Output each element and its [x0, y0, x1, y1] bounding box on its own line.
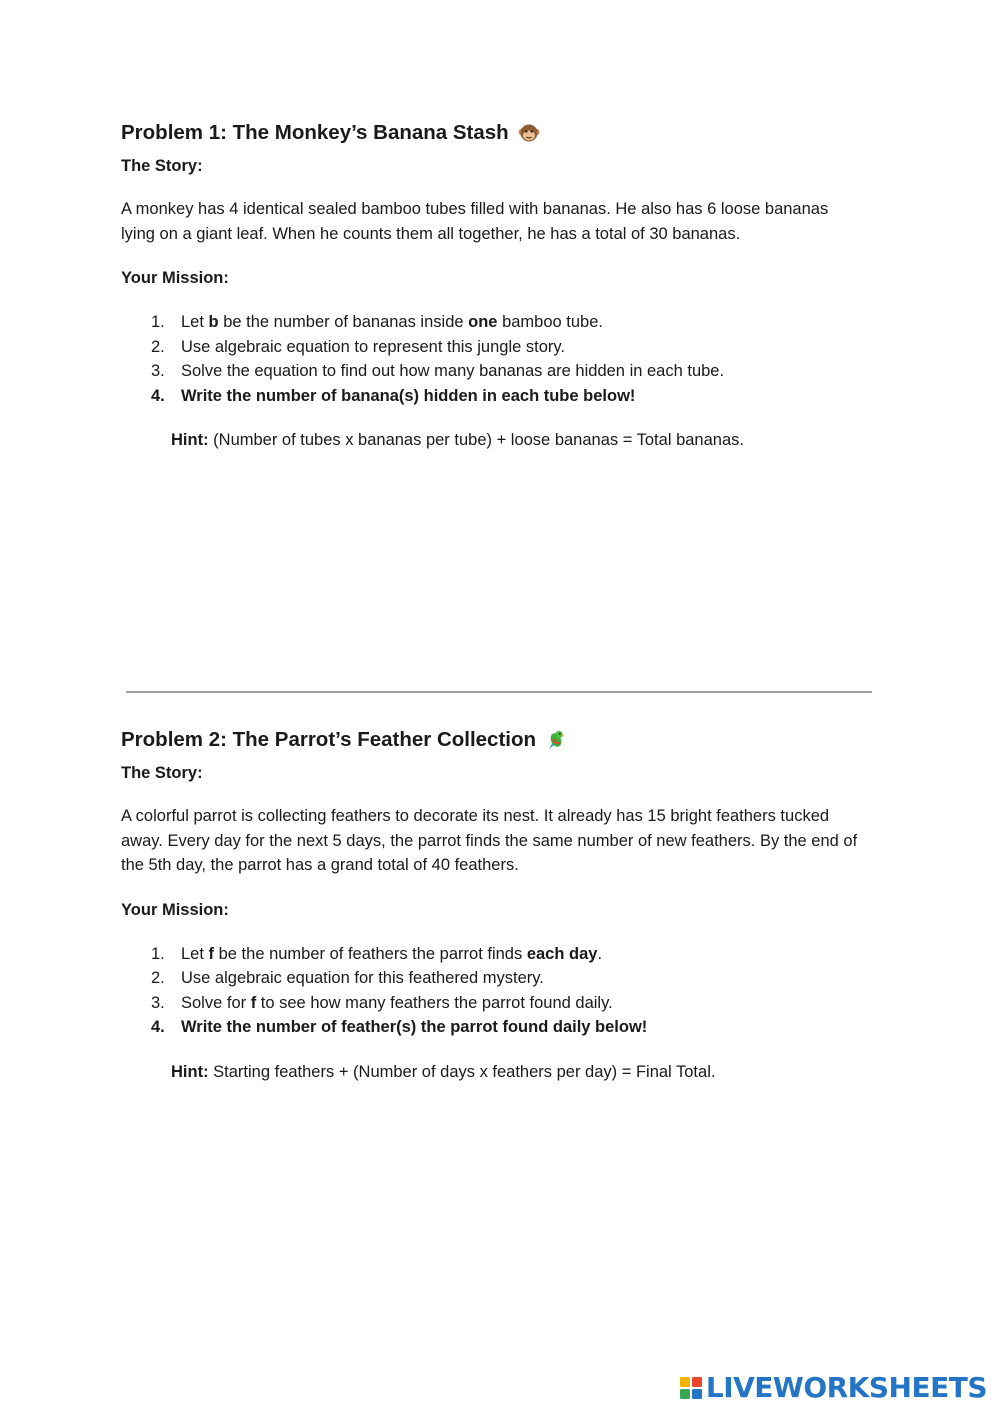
mission-item [121, 335, 881, 360]
mission-item [121, 991, 881, 1016]
problem-2-title-text: Problem 2: The Parrot’s Feather Collection [121, 728, 537, 751]
problem-1-title-text: Problem 1: The Monkey’s Banana Stash [121, 121, 509, 144]
mission-item-number: 2. [151, 337, 165, 356]
hint [121, 1060, 881, 1084]
mission-item-number: 3. [151, 362, 165, 380]
hint [121, 428, 881, 452]
logo-text: LIVEWORKSHEETS [705, 1371, 987, 1404]
liveworksheets-logo-icon [679, 1376, 703, 1400]
liveworksheets-logo[interactable] [679, 1373, 987, 1403]
problem-2 [121, 726, 881, 1084]
mission-item-number: 4. [151, 1018, 165, 1036]
section-divider [126, 691, 872, 693]
hint-text: (Number of tubes x bananas per tube) + loose bananas = Total bananas. [208, 431, 744, 449]
mission-item-number: 4. [151, 386, 165, 405]
story-text: A colorful parrot is collecting feathers to decorate its nest. It already has 15 bright feathers tucked away. Every day for the next 5 days, the parrot finds the same number of new feathers. By the end of the 5th day, the parrot has a grand total of 40 feathers. [121, 807, 858, 874]
mission-label: Your Mission: [121, 269, 229, 287]
mission-label: Your Mission: [121, 900, 229, 919]
problem-1-title [121, 119, 881, 147]
variable-f: f [250, 993, 257, 1012]
mission-item [121, 966, 881, 991]
hint-label: Hint: [171, 431, 209, 449]
mission-item-text: bamboo tube. [497, 313, 603, 331]
mission-item-text: Use algebraic equation to represent this jungle story. [181, 337, 565, 356]
mission-item-text: be the number of feathers the parrot finds [214, 944, 527, 963]
emphasis-each-day: each day [526, 944, 598, 963]
story-text: A monkey has 4 identical sealed bamboo tubes filled with bananas. He also has 6 loose bananas lying on a giant leaf. When he counts them all together, he has a total of 30 bananas. [121, 200, 829, 243]
mission-item-text: to see how many feathers the parrot found daily. [256, 993, 613, 1012]
problem-1 [121, 119, 881, 452]
story-label: The Story: [121, 157, 203, 175]
story-label: The Story: [121, 764, 203, 782]
mission-item-text: Solve the equation to find out how many bananas are hidden in each tube. [181, 362, 725, 380]
mission-item [121, 384, 881, 409]
mission-item-text: Solve for [181, 993, 251, 1012]
mission-item-text: be the number of bananas inside [218, 313, 469, 331]
mission-item-text: Write the number of feather(s) the parrot found daily below! [181, 1018, 648, 1036]
mission-item-text: Use algebraic equation for this feathered mystery. [181, 969, 544, 987]
mission-item-text: Let [181, 313, 209, 331]
mission-item [121, 310, 881, 335]
mission-item [121, 942, 881, 967]
monkey-icon [517, 121, 541, 145]
mission-item-text: . [597, 944, 603, 963]
mission-item-number: 1. [151, 313, 165, 331]
mission-item-text: Let [181, 944, 209, 963]
parrot-icon [544, 728, 568, 752]
mission-item-text: Write the number of banana(s) hidden in each tube below! [181, 386, 636, 405]
mission-item [121, 359, 881, 384]
mission-item-number: 3. [151, 993, 165, 1012]
emphasis-one: one [468, 313, 498, 331]
variable-b: b [208, 313, 219, 331]
mission-item-number: 1. [151, 944, 165, 963]
variable-f: f [208, 944, 215, 963]
hint-label: Hint: [171, 1062, 209, 1081]
problem-2-title [121, 726, 881, 754]
mission-list [121, 942, 881, 1040]
hint-text: Starting feathers + (Number of days x feathers per day) = Final Total. [208, 1062, 716, 1081]
mission-item [121, 1015, 881, 1040]
mission-item-number: 2. [151, 969, 165, 987]
mission-list [121, 310, 881, 408]
